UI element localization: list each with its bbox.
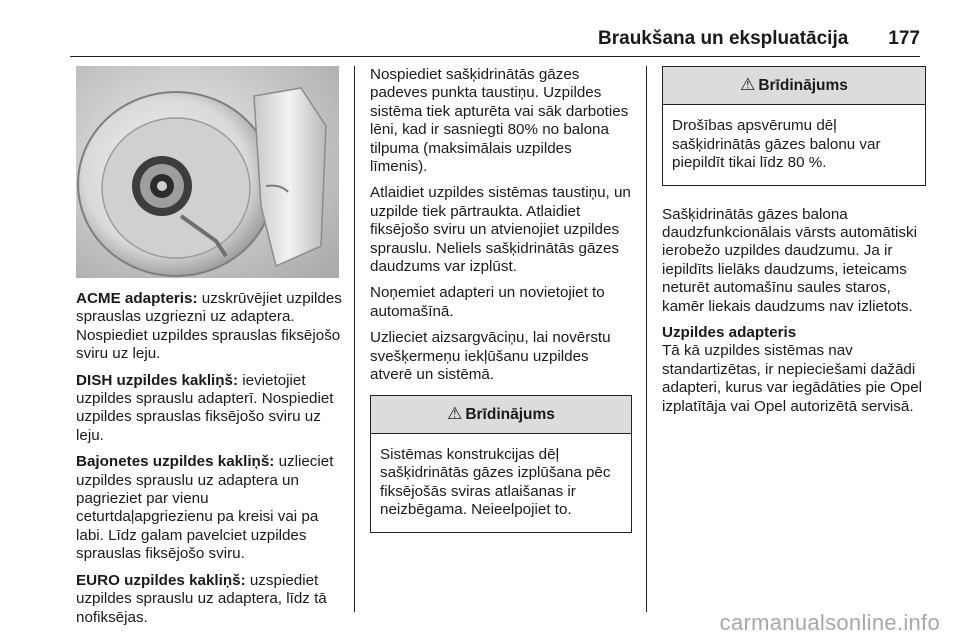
column-1 [76,66,342,635]
bayonet-paragraph: Bajonetes uzpildes kakliņš: uzlieciet uzpildes sprauslu uz adaptera un pagrieziet par vienu ceturtdaļapgriezienu pa kreisi vai pa labi. Līdz galam pavelciet uzpildes sprauslas fiksējošo sviru. [76,453,334,563]
watermark: carmanualsonline.info [719,610,940,635]
body-paragraph: Sašķidrinātās gāzes balona daudzfunkcionālais vārsts automātiski ierobežo uzpildes daudzumu. Ja ir iepildīts lielāks daudzums, ieteicams neturēt automašīnu saules staros, kamēr liekais daudzums nav izlietots. [662,205,917,315]
acme-paragraph: ACME adapteris: uzskrūvējiet uzpildes sprauslas uzgriezni uz adaptera. Nospiediet uzpildes sprauslas fiksējošo sviru uz leju. [76,290,342,363]
warning-header [663,67,925,105]
warning-title: Brīdinājums [465,405,555,423]
section-title: Braukšana un ekspluatācija [598,28,849,49]
euro-paragraph: EURO uzpildes kakliņš: uzspiediet uzpildes sprauslu uz adaptera, līdz tā nofiksējas. [76,571,327,626]
page-number: 177 [888,28,920,49]
fuel-filler-illustration [76,66,339,278]
fuel-filler-photo [76,66,339,278]
column-divider [354,66,355,612]
body-paragraph: Atlaidiet uzpildes sistēmas taustiņu, un uzpilde tiek pārtraukta. Atlaidiet fiksējošo sviru un atvienojiet uzpildes sprauslu. Neliels sašķidrinātās gāzes daudzums var izplūst. [370,184,631,276]
body-paragraph: Nospiediet sašķidrinātās gāzes padeves punkta taustiņu. Uzpildes sistēma tiek apturēta vai sāk darboties lēni, kad ir sasniegti 80% no balona tilpuma (maksimālais uzpildes līmenis). [370,66,629,176]
body-paragraph: Noņemiet adapteri un novietojiet to automašīnā. [370,284,605,320]
column-divider [646,66,647,612]
warning-box [370,395,632,533]
body-paragraph: Tā kā uzpildes sistēmas nav standartizētas, ir nepieciešami dažādi adapteri, kurus var iegādāties pie Opel izplatītāja vai Opel autorizētā servisā. [662,342,923,415]
dish-paragraph: DISH uzpildes kakliņš: ievietojiet uzpildes sprauslu adapterī. Nospiediet uzpildes sprauslas fiksējošo sviru uz leju. [76,371,334,444]
page-header [70,22,920,57]
warning-header [371,396,631,434]
column-3 [662,66,926,424]
warning-triangle-icon: ⚠ [447,403,463,423]
column-2 [370,66,632,545]
warning-text: Drošības apsvērumu dēļ sašķidrinātās gāzes balonu var piepildīt tikai līdz 80 %. [672,117,881,172]
warning-triangle-icon: ⚠ [740,75,756,94]
subheading: Uzpildes adapteris [662,324,797,342]
warning-title: Brīdinājums [758,77,848,94]
warning-box [662,66,926,186]
body-paragraph: Uzlieciet aizsargvāciņu, lai novērstu svešķermeņu iekļūšanu uzpildes atverē un sistēmā. [370,329,611,384]
warning-text: Sistēmas konstrukcijas dēļ sašķidrinātās gāzes izplūšana pēc fiksējošās sviras atlaišanas ir neizbēgama. Neieelpojiet to. [380,445,611,519]
